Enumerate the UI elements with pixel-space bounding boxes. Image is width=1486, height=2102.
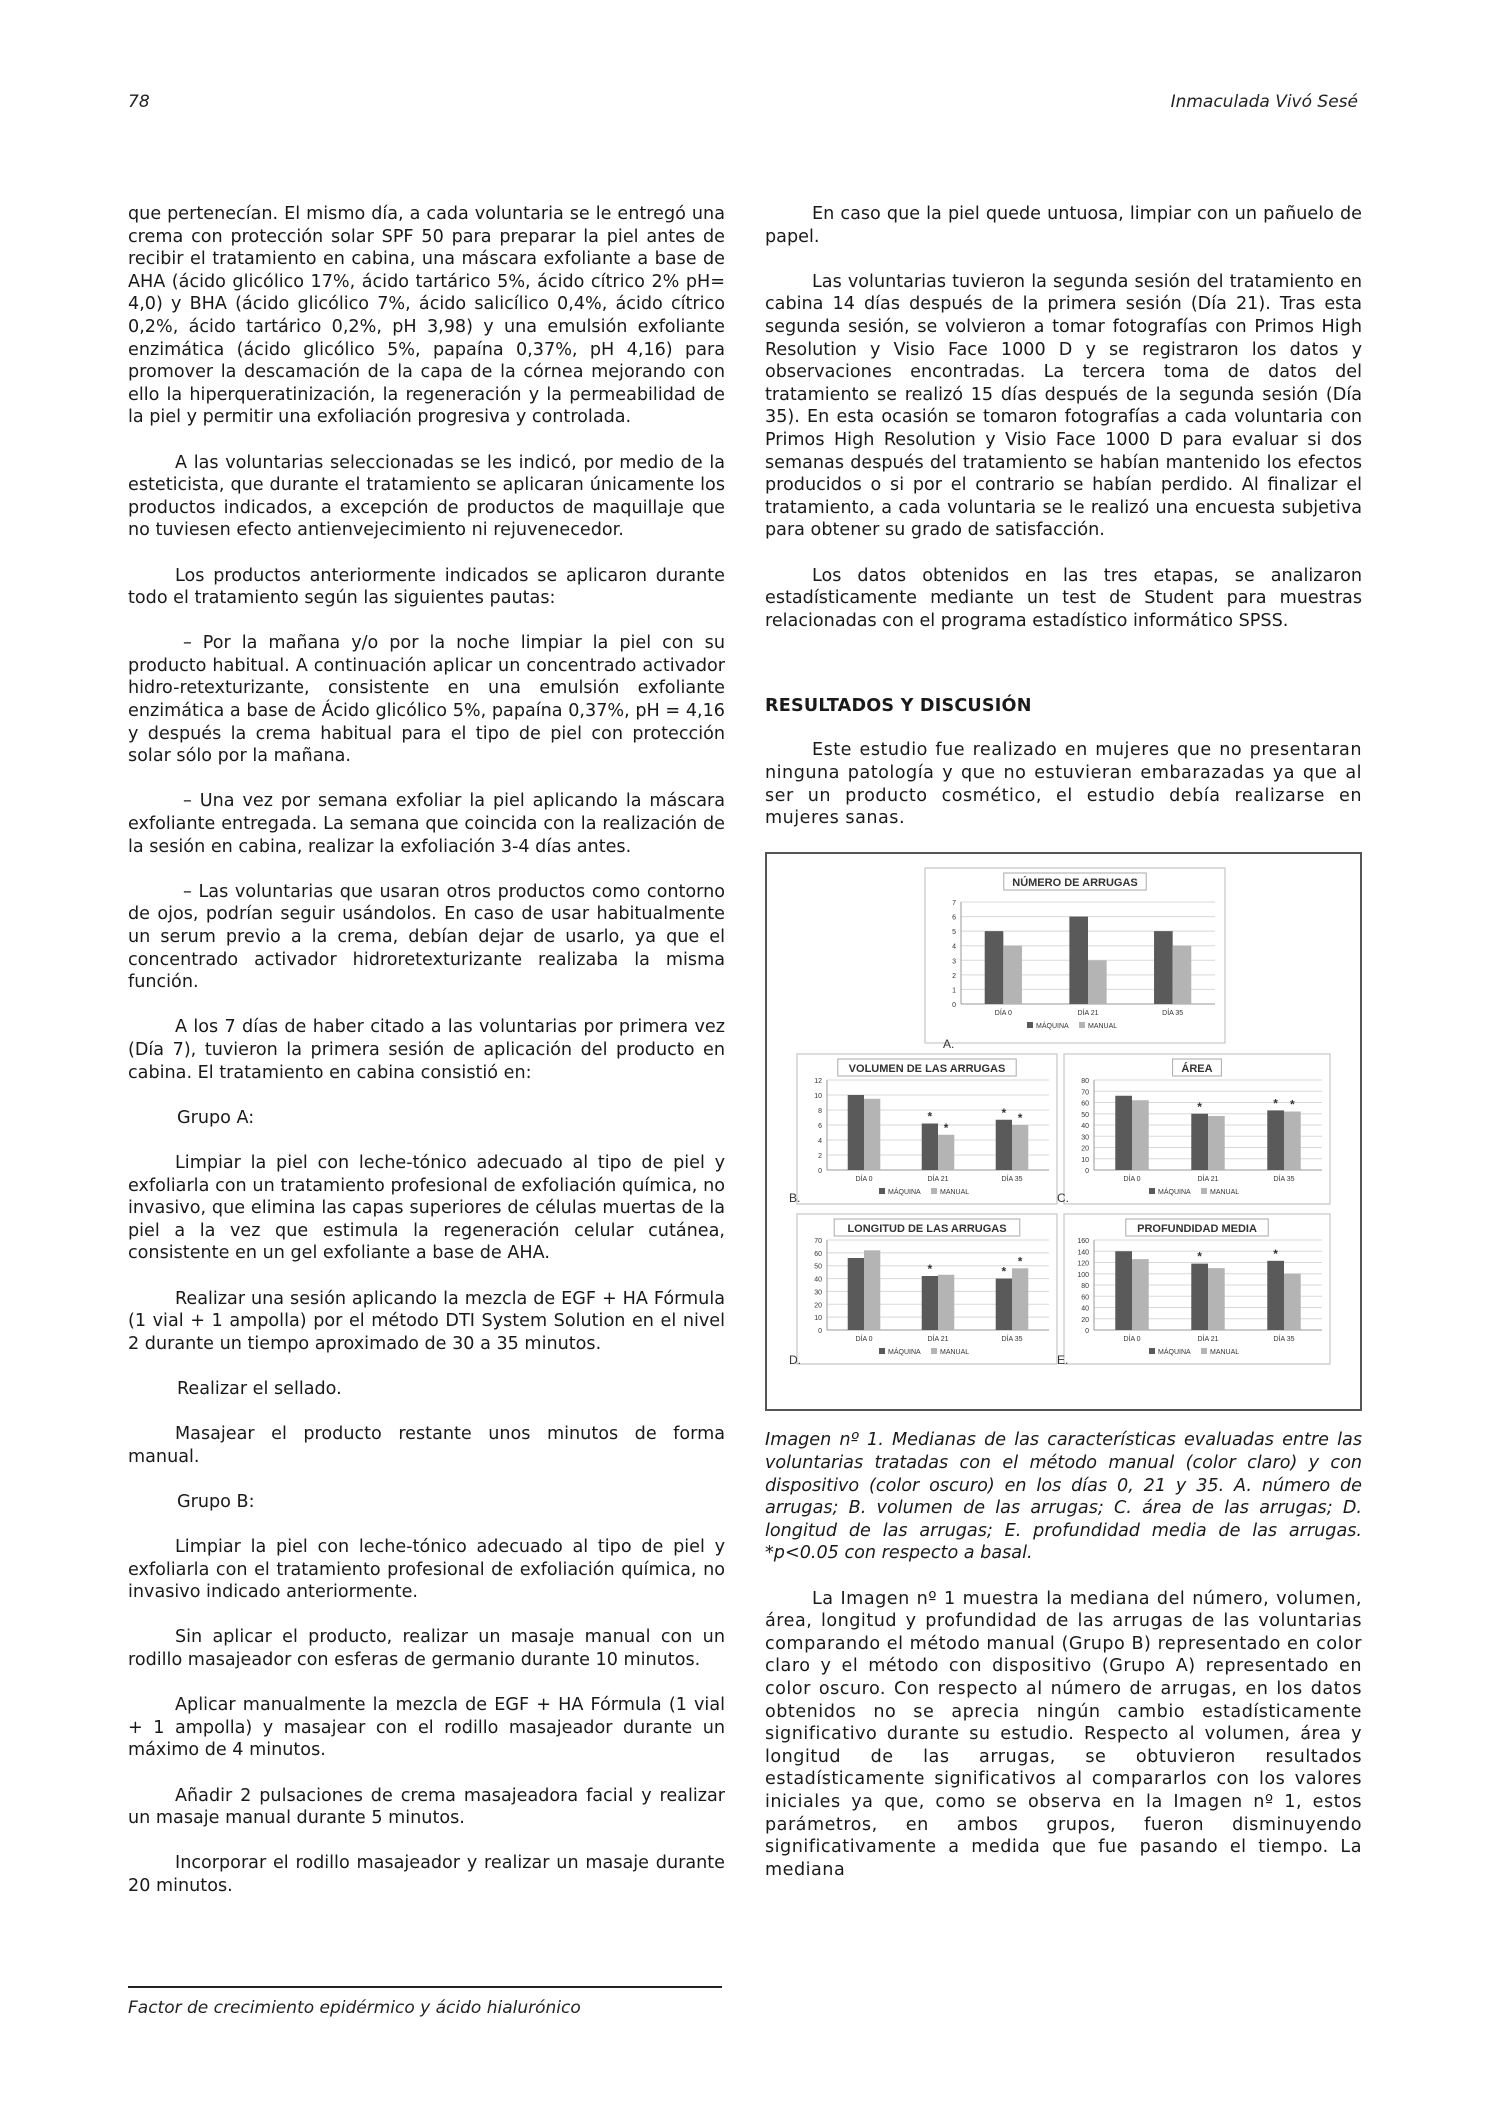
figure-1 xyxy=(765,852,1362,1411)
left-paragraph-7: A los 7 días de haber citado a las voluntarias por primera vez (Día 7), tuvieron la primera sesión de aplicación del producto en cabina. El tratamiento en cabina consistió en: xyxy=(128,1017,725,1083)
bar-manual-1 xyxy=(1003,946,1022,1004)
y-tick-label: 10 xyxy=(814,1315,822,1323)
bar-máquina-2 xyxy=(1069,917,1088,1004)
y-tick-label: 140 xyxy=(1077,1249,1089,1257)
chart-5 xyxy=(1064,1214,1330,1364)
legend-swatch xyxy=(879,1348,885,1354)
legend-entry: MÁQUINA xyxy=(888,1189,921,1197)
y-tick-label: 10 xyxy=(814,1093,822,1101)
y-tick-label: 100 xyxy=(1077,1272,1089,1280)
y-tick-label: 70 xyxy=(1081,1089,1089,1097)
bar-máquina-1 xyxy=(1115,1096,1132,1170)
figure-caption: Imagen nº 1. Medianas de las características evaluadas entre las voluntarias tratadas con el método manual (color claro) y con dispositivo (color oscuro) en los días 0, 21 y 35. A. número de arrugas; B. volumen de las arrugas; C. área de las arrugas; D. longitud de las arrugas; E. profundidad media de las arrugas. *p<0.05 con respecto a basal. xyxy=(765,1430,1362,1564)
y-tick-label: 0 xyxy=(818,1328,822,1336)
y-tick-label: 3 xyxy=(952,958,956,966)
legend-swatch xyxy=(1149,1348,1155,1354)
bar-manual-1 xyxy=(1132,1260,1149,1331)
y-tick-label: 60 xyxy=(1081,1100,1089,1108)
bar-manual-1 xyxy=(1132,1101,1149,1171)
left-paragraph-17: Añadir 2 pulsaciones de crema masajeadora facial y realizar un masaje manual durante 5 minutos. xyxy=(128,1785,725,1829)
x-tick-label: DÍA 0 xyxy=(855,1336,873,1344)
significance-marker: * xyxy=(1197,1250,1202,1265)
chart-title: VOLUMEN DE LAS ARRUGAS xyxy=(848,1063,1006,1076)
significance-marker: * xyxy=(927,1262,933,1277)
y-tick-label: 1 xyxy=(952,987,956,995)
legend-swatch xyxy=(1201,1348,1207,1354)
results-paragraph: La Imagen nº 1 muestra la mediana del número, volumen, área, longitud y profundidad de las arrugas de las voluntarias comparando el método manual (Grupo B) representado en color claro y el método con dispositivo (Grupo A) representado en color oscuro. Con respecto al número de arrugas, en los datos obtenidos no se aprecia ningún cambio estadísticamente significativo durante su estudio. Respecto al volumen, área y longitud de las arrugas, se obtuvieron resultados estadísticamente significativos al compararlos con los valores iniciales ya que, como se observa en la Imagen nº 1, estos parámetros, en ambos grupos, fueron disminuyendo significativamente a medida que fue pasando el tiempo. La mediana xyxy=(765,1588,1362,1880)
y-tick-label: 40 xyxy=(1081,1123,1089,1131)
x-tick-label: DÍA 0 xyxy=(1123,1176,1141,1184)
x-tick-label: DÍA 35 xyxy=(1001,1336,1023,1344)
legend-entry: MÁQUINA xyxy=(888,1349,921,1357)
chart-1 xyxy=(925,868,1225,1043)
legend-entry: MANUAL xyxy=(1210,1349,1240,1357)
left-paragraph-4: – Por la mañana y/o por la noche limpiar la piel con su producto habitual. A continuación aplicar un concentrado activador hidro-retexturizante, consistente en una emulsión exfoliante enzimática a base de Ácido glicólico 5%, papaína 0,37%, pH = 4,16 y después la crema habitual para el tipo de piel con protección solar sólo por la mañana. xyxy=(128,633,725,767)
y-tick-label: 5 xyxy=(952,929,956,937)
y-tick-label: 0 xyxy=(818,1168,822,1176)
x-tick-label: DÍA 21 xyxy=(1197,1176,1219,1184)
bar-máquina-2 xyxy=(922,1124,938,1171)
x-tick-label: DÍA 0 xyxy=(994,1010,1012,1018)
right-column xyxy=(765,203,1362,1904)
bar-manual-3 xyxy=(1284,1112,1301,1171)
bar-manual-3 xyxy=(1173,946,1192,1004)
y-tick-label: 120 xyxy=(1077,1260,1089,1268)
legend-swatch xyxy=(1149,1188,1155,1194)
bar-máquina-2 xyxy=(922,1276,938,1330)
significance-marker: * xyxy=(1273,1247,1278,1262)
right-column-paragraphs xyxy=(765,203,1362,632)
legend-entry: MANUAL xyxy=(1210,1189,1240,1197)
y-tick-label: 80 xyxy=(1081,1283,1089,1291)
x-tick-label: DÍA 35 xyxy=(1273,1176,1295,1184)
y-tick-label: 30 xyxy=(814,1289,822,1297)
section-heading: RESULTADOS Y DISCUSIÓN xyxy=(765,695,1032,716)
legend-swatch xyxy=(879,1188,885,1194)
legend-entry: MANUAL xyxy=(1088,1023,1118,1031)
legend-entry: MÁQUINA xyxy=(1158,1189,1191,1197)
left-paragraph-8: Grupo A: xyxy=(177,1107,255,1128)
y-tick-label: 10 xyxy=(1081,1157,1089,1165)
legend-swatch xyxy=(931,1348,937,1354)
y-tick-label: 80 xyxy=(1081,1078,1089,1086)
bar-máquina-1 xyxy=(848,1095,864,1170)
significance-marker: * xyxy=(1001,1265,1007,1280)
y-tick-label: 0 xyxy=(1085,1168,1089,1176)
bar-manual-3 xyxy=(1012,1125,1028,1170)
left-paragraph-18: Incorporar el rodillo masajeador y realizar un masaje durante 20 minutos. xyxy=(128,1853,725,1896)
y-tick-label: 2 xyxy=(952,973,956,981)
left-paragraph-13: Grupo B: xyxy=(177,1491,255,1512)
y-tick-label: 20 xyxy=(814,1302,822,1310)
y-tick-label: 60 xyxy=(1081,1294,1089,1302)
footer-rule xyxy=(128,1986,722,1988)
legend-entry: MÁQUINA xyxy=(1158,1349,1191,1357)
left-paragraph-10: Realizar una sesión aplicando la mezcla de EGF + HA Fórmula (1 vial + 1 ampolla) por el método DTI System Solution en el nivel 2 durante un tiempo aproximado de 30 a 35 minutos. xyxy=(128,1288,725,1354)
left-paragraph-11: Realizar el sellado. xyxy=(177,1378,342,1399)
y-tick-label: 40 xyxy=(1081,1305,1089,1313)
significance-marker: * xyxy=(943,1121,949,1136)
panel-label: C. xyxy=(1057,1191,1069,1206)
significance-marker: * xyxy=(1273,1096,1278,1111)
x-tick-label: DÍA 21 xyxy=(1197,1336,1219,1344)
running-header-author: Inmaculada Vivó Sesé xyxy=(1170,92,1358,112)
chart-3 xyxy=(1064,1054,1330,1204)
legend-entry: MÁQUINA xyxy=(1036,1023,1069,1031)
bar-manual-3 xyxy=(1284,1274,1301,1330)
y-tick-label: 50 xyxy=(814,1264,822,1272)
bar-manual-2 xyxy=(1208,1269,1225,1331)
left-paragraph-6: – Las voluntarias que usaran otros productos como contorno de ojos, podrían seguir usándolos. En caso de usar habitualmente un serum previo a la crema, debían dejar de usarlo, ya que el concentrado activador hidroretexturizante realizaba la misma función. xyxy=(128,881,725,993)
x-tick-label: DÍA 21 xyxy=(1077,1010,1099,1018)
panel-label: D. xyxy=(789,1353,801,1368)
left-paragraph-2: A las voluntarias seleccionadas se les indicó, por medio de la esteticista, que durante el tratamiento se aplicaran únicamente los productos indicados, a excepción de productos de maquillaje que no tuviesen efecto antienvejecimiento ni rejuvenecedor. xyxy=(128,452,725,541)
chart-title: ÁREA xyxy=(1181,1063,1213,1076)
bar-máquina-1 xyxy=(1115,1252,1132,1331)
panel-label: E. xyxy=(1057,1353,1069,1368)
left-paragraph-14: Limpiar la piel con leche-tónico adecuado al tipo de piel y exfoliarla con el tratamiento profesional de exfoliación química, no invasivo indicado anteriormente. xyxy=(128,1537,725,1603)
right-paragraph-2: Las voluntarias tuvieron la segunda sesión del tratamiento en cabina 14 días después de la primera sesión (Día 21). Tras esta segunda sesión, se volvieron a tomar fotografías con Primos High Resolution y Visio Face 1000 D y se registraron los datos y observaciones encontradas. La tercera toma de datos del tratamiento se realizó 15 días después de la segunda sesión (Día 35). En esta ocasión se tomaron fotografías a cada voluntaria con Primos High Resolution y Visio Face 1000 D para evaluar si dos semanas después del tratamiento se habían mantenido los efectos producidos o si por el contrario se habían perdido. Al finalizar el tratamiento, a cada voluntaria se le realizó una encuesta subjetiva para obtener su grado de satisfacción. xyxy=(765,271,1362,541)
y-tick-label: 20 xyxy=(1081,1145,1089,1153)
legend-swatch xyxy=(1027,1022,1033,1028)
bar-máquina-1 xyxy=(985,932,1004,1005)
bar-máquina-3 xyxy=(1267,1261,1284,1330)
x-tick-label: DÍA 35 xyxy=(1273,1336,1295,1344)
chart-title: NÚMERO DE ARRUGAS xyxy=(1012,877,1138,890)
y-tick-label: 4 xyxy=(818,1138,822,1146)
bar-manual-2 xyxy=(1088,961,1107,1005)
bar-máquina-3 xyxy=(1154,932,1173,1005)
page-number: 78 xyxy=(128,92,150,112)
bar-máquina-2 xyxy=(1191,1114,1208,1170)
left-paragraph-1: que pertenecían. El mismo día, a cada voluntaria se le entregó una crema con protección solar SPF 50 para preparar la piel antes de recibir el tratamiento en cabina, una máscara exfoliante a base de AHA (ácido glicólico 17%, ácido tartárico 5%, ácido cítrico 2% pH= 4,0) y BHA (ácido glicólico 7%, ácido salicílico 0,4%, ácido cítrico 0,2%, ácido tartárico 0,2%, pH 3,98) y una emulsión exfoliante enzimática (ácido glicólico 5%, papaína 0,37%, pH 4,16) para promover la descamación de la capa de la córnea mejorando con ello la hiperqueratinización, la regeneración y la permeabilidad de la piel y permitir una exfoliación progresiva y controlada. xyxy=(128,204,725,428)
section-intro: Este estudio fue realizado en mujeres que no presentaran ninguna patología y que no estuvieran embarazadas ya que al ser un producto cosmético, el estudio debía realizarse en mujeres sanas. xyxy=(765,740,1362,829)
legend-swatch xyxy=(931,1188,937,1194)
footer-title: Factor de crecimiento epidérmico y ácido hialurónico xyxy=(128,1998,581,2018)
significance-marker: * xyxy=(1017,1254,1023,1269)
bar-manual-3 xyxy=(1012,1269,1028,1331)
legend-entry: MANUAL xyxy=(940,1189,970,1197)
x-tick-label: DÍA 35 xyxy=(1162,1010,1184,1018)
y-tick-label: 70 xyxy=(814,1238,822,1246)
panel-label: B. xyxy=(789,1191,801,1206)
bar-máquina-3 xyxy=(996,1279,1012,1330)
y-tick-label: 6 xyxy=(952,915,956,923)
bar-manual-2 xyxy=(938,1275,954,1330)
legend-swatch xyxy=(1079,1022,1085,1028)
panel-label: A. xyxy=(943,1037,955,1052)
left-paragraph-3: Los productos anteriormente indicados se aplicaron durante todo el tratamiento según las siguientes pautas: xyxy=(128,565,725,609)
y-tick-label: 8 xyxy=(818,1108,822,1116)
y-tick-label: 40 xyxy=(814,1277,822,1285)
y-tick-label: 50 xyxy=(1081,1112,1089,1120)
y-tick-label: 2 xyxy=(818,1153,822,1161)
left-paragraph-16: Aplicar manualmente la mezcla de EGF + HA Fórmula (1 vial + 1 ampolla) y masajear con el rodillo masajeador durante un máximo de 4 minutos. xyxy=(128,1695,725,1761)
figure-charts xyxy=(767,854,1360,1409)
right-paragraph-1: En caso que la piel quede untuosa, limpiar con un pañuelo de papel. xyxy=(765,204,1362,247)
left-paragraph-12: Masajear el producto restante unos minutos de forma manual. xyxy=(128,1424,725,1467)
significance-marker: * xyxy=(927,1109,933,1124)
x-tick-label: DÍA 21 xyxy=(927,1336,949,1344)
bar-manual-2 xyxy=(1208,1116,1225,1170)
significance-marker: * xyxy=(1017,1111,1023,1126)
significance-marker: * xyxy=(1001,1106,1007,1121)
legend-entry: MANUAL xyxy=(940,1349,970,1357)
y-tick-label: 7 xyxy=(952,900,956,908)
bar-manual-1 xyxy=(864,1099,880,1170)
left-column xyxy=(128,203,725,1920)
x-tick-label: DÍA 0 xyxy=(855,1176,873,1184)
y-tick-label: 0 xyxy=(1085,1328,1089,1336)
y-tick-label: 20 xyxy=(1081,1317,1089,1325)
significance-marker: * xyxy=(1290,1097,1295,1112)
x-tick-label: DÍA 35 xyxy=(1001,1176,1023,1184)
bar-máquina-3 xyxy=(996,1120,1012,1170)
left-paragraph-15: Sin aplicar el producto, realizar un masaje manual con un rodillo masajeador con esferas de germanio durante 10 minutos. xyxy=(128,1627,725,1670)
y-tick-label: 4 xyxy=(952,944,956,952)
bar-manual-1 xyxy=(864,1251,880,1331)
chart-title: LONGITUD DE LAS ARRUGAS xyxy=(847,1223,1007,1236)
legend-swatch xyxy=(1201,1188,1207,1194)
x-tick-label: DÍA 0 xyxy=(1123,1336,1141,1344)
left-paragraph-9: Limpiar la piel con leche-tónico adecuado al tipo de piel y exfoliarla con un tratamiento profesional de exfoliación química, no invasivo, que elimina las capas superiores de células muertas de la piel a la vez que estimula la regeneración celular cutánea, consistente en un gel exfoliante a base de AHA. xyxy=(128,1152,725,1264)
y-tick-label: 12 xyxy=(814,1078,822,1086)
x-tick-label: DÍA 21 xyxy=(927,1176,949,1184)
bar-manual-2 xyxy=(938,1135,954,1170)
chart-4 xyxy=(797,1214,1057,1364)
bar-máquina-1 xyxy=(848,1258,864,1330)
left-paragraph-5: – Una vez por semana exfoliar la piel aplicando la máscara exfoliante entregada. La semana que coincida con la realización de la sesión en cabina, realizar la exfoliación 3-4 días antes. xyxy=(128,791,725,857)
y-tick-label: 30 xyxy=(1081,1134,1089,1142)
y-tick-label: 6 xyxy=(818,1123,822,1131)
y-tick-label: 0 xyxy=(952,1002,956,1010)
bar-máquina-2 xyxy=(1191,1264,1208,1330)
y-tick-label: 60 xyxy=(814,1251,822,1259)
chart-2 xyxy=(797,1054,1057,1204)
y-tick-label: 160 xyxy=(1077,1238,1089,1246)
right-paragraph-3: Los datos obtenidos en las tres etapas, se analizaron estadísticamente mediante un test de Student para muestras relacionadas con el programa estadístico informático SPSS. xyxy=(765,565,1362,631)
chart-title: PROFUNDIDAD MEDIA xyxy=(1137,1223,1257,1236)
significance-marker: * xyxy=(1197,1100,1202,1115)
bar-máquina-3 xyxy=(1267,1111,1284,1171)
